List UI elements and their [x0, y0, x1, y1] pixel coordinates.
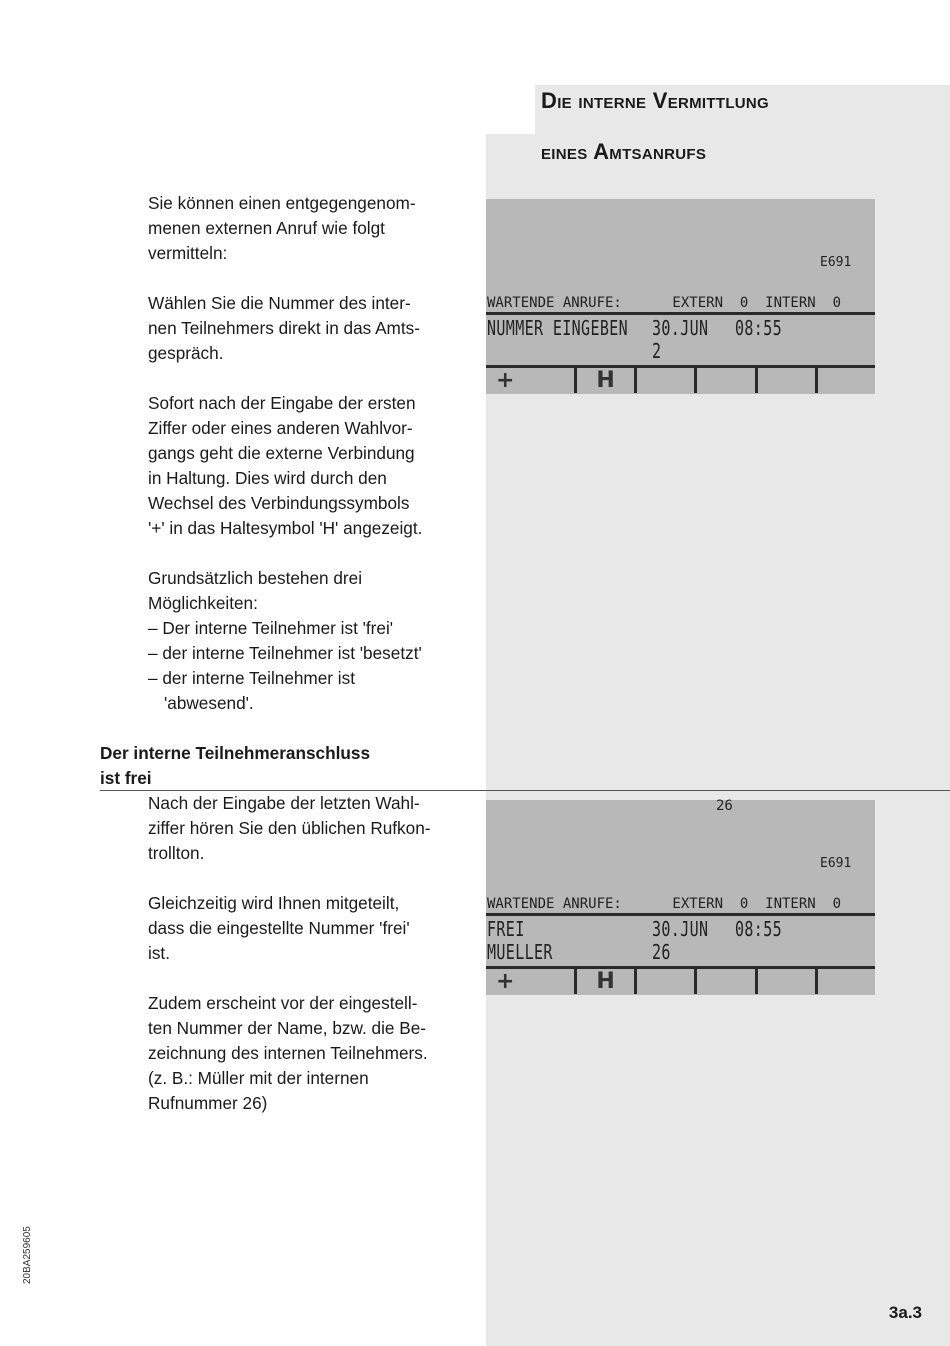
display-line1-text: NUMMER EINGEBEN — [487, 316, 629, 340]
phone-display-2 — [486, 800, 875, 995]
softkey-hold[interactable]: H — [577, 368, 637, 393]
page-number: 3a.3 — [888, 1303, 922, 1322]
softkey-empty[interactable] — [818, 368, 875, 393]
paragraph-free: Gleichzeitig wird Ihnen mitgeteilt, dass die eingestellte Nummer 'frei' ist. — [148, 893, 410, 963]
display-time: 08:55 — [735, 917, 783, 941]
paragraph-ringback: Nach der Eingabe der letzten Wahl- ziffer hören Sie den üblichen Rufkon- trollton. — [148, 793, 431, 863]
list-item: – der interne Teilnehmer ist 'besetzt' — [148, 643, 422, 663]
display-softkeys — [486, 368, 875, 393]
softkey-hold[interactable]: H — [577, 969, 637, 994]
page-title-line1: Die interne Vermittlung — [541, 88, 770, 113]
display-time: 08:55 — [735, 316, 783, 340]
softkey-empty[interactable] — [637, 969, 697, 994]
phone-display-1 — [486, 199, 875, 394]
softkey-empty[interactable] — [697, 969, 757, 994]
document-code: 20BA259605 — [22, 1226, 33, 1284]
display-divider — [486, 913, 875, 916]
display-softkeys — [486, 969, 875, 994]
display-top-number: 26 — [716, 798, 733, 814]
paragraph-dial: Wählen Sie die Nummer des inter- nen Teilnehmers direkt in das Amts- gespräch. — [148, 293, 420, 363]
page-title-line2: eines Amtsanrufs — [541, 139, 707, 164]
section-heading: Der interne Teilnehmeranschluss ist frei — [100, 743, 370, 788]
softkey-empty[interactable] — [818, 969, 875, 994]
display-line1-text: FREI — [487, 917, 525, 941]
display-dialed-digit: 2 — [652, 339, 662, 363]
softkey-empty[interactable] — [758, 368, 818, 393]
display-status-line: WARTENDE ANRUFE: EXTERN 0 INTERN 0 — [487, 295, 842, 311]
softkey-connect[interactable]: + — [496, 368, 515, 393]
display-date: 30.JUN — [652, 316, 709, 340]
paragraph-name: Zudem erscheint vor der eingestell- ten Nummer der Name, bzw. die Be- zeichnung des internen Teilnehmers. (z. B.: Müller mit der internen Rufnummer 26) — [148, 993, 428, 1113]
softkey-empty[interactable] — [524, 368, 577, 393]
paragraph-hold: Sofort nach der Eingabe der ersten Ziffer oder eines anderen Wahlvor- gangs geht die externe Verbindung in Haltung. Dies wird durch den Wechsel des Verbindungssymbols '+' in das Haltesymbol 'H' angezeigt. — [148, 393, 423, 538]
softkey-empty[interactable] — [524, 969, 577, 994]
display-code: E691 — [820, 255, 852, 270]
softkey-empty[interactable] — [697, 368, 757, 393]
display-date: 30.JUN — [652, 917, 709, 941]
display-status-line: WARTENDE ANRUFE: EXTERN 0 INTERN 0 — [487, 896, 842, 912]
softkey-empty[interactable] — [758, 969, 818, 994]
list-item: – der interne Teilnehmer ist — [148, 668, 355, 688]
paragraph-intro: Sie können einen entgegengenom- menen externen Anruf wie folgt vermitteln: — [148, 193, 416, 263]
list-item: – Der interne Teilnehmer ist 'frei' — [148, 618, 394, 638]
display-extension: 26 — [652, 940, 671, 964]
paragraph-possibilities: Grundsätzlich bestehen drei Möglichkeiten: – Der interne Teilnehmer ist 'frei' – der interne Teilnehmer ist 'besetzt' – der interne Teilnehmer ist 'abwesend'. — [148, 566, 468, 716]
display-code: E691 — [820, 856, 852, 871]
display-name: MUELLER — [487, 940, 553, 964]
display-divider — [486, 312, 875, 315]
softkey-connect[interactable]: + — [496, 969, 515, 994]
softkey-empty[interactable] — [637, 368, 697, 393]
